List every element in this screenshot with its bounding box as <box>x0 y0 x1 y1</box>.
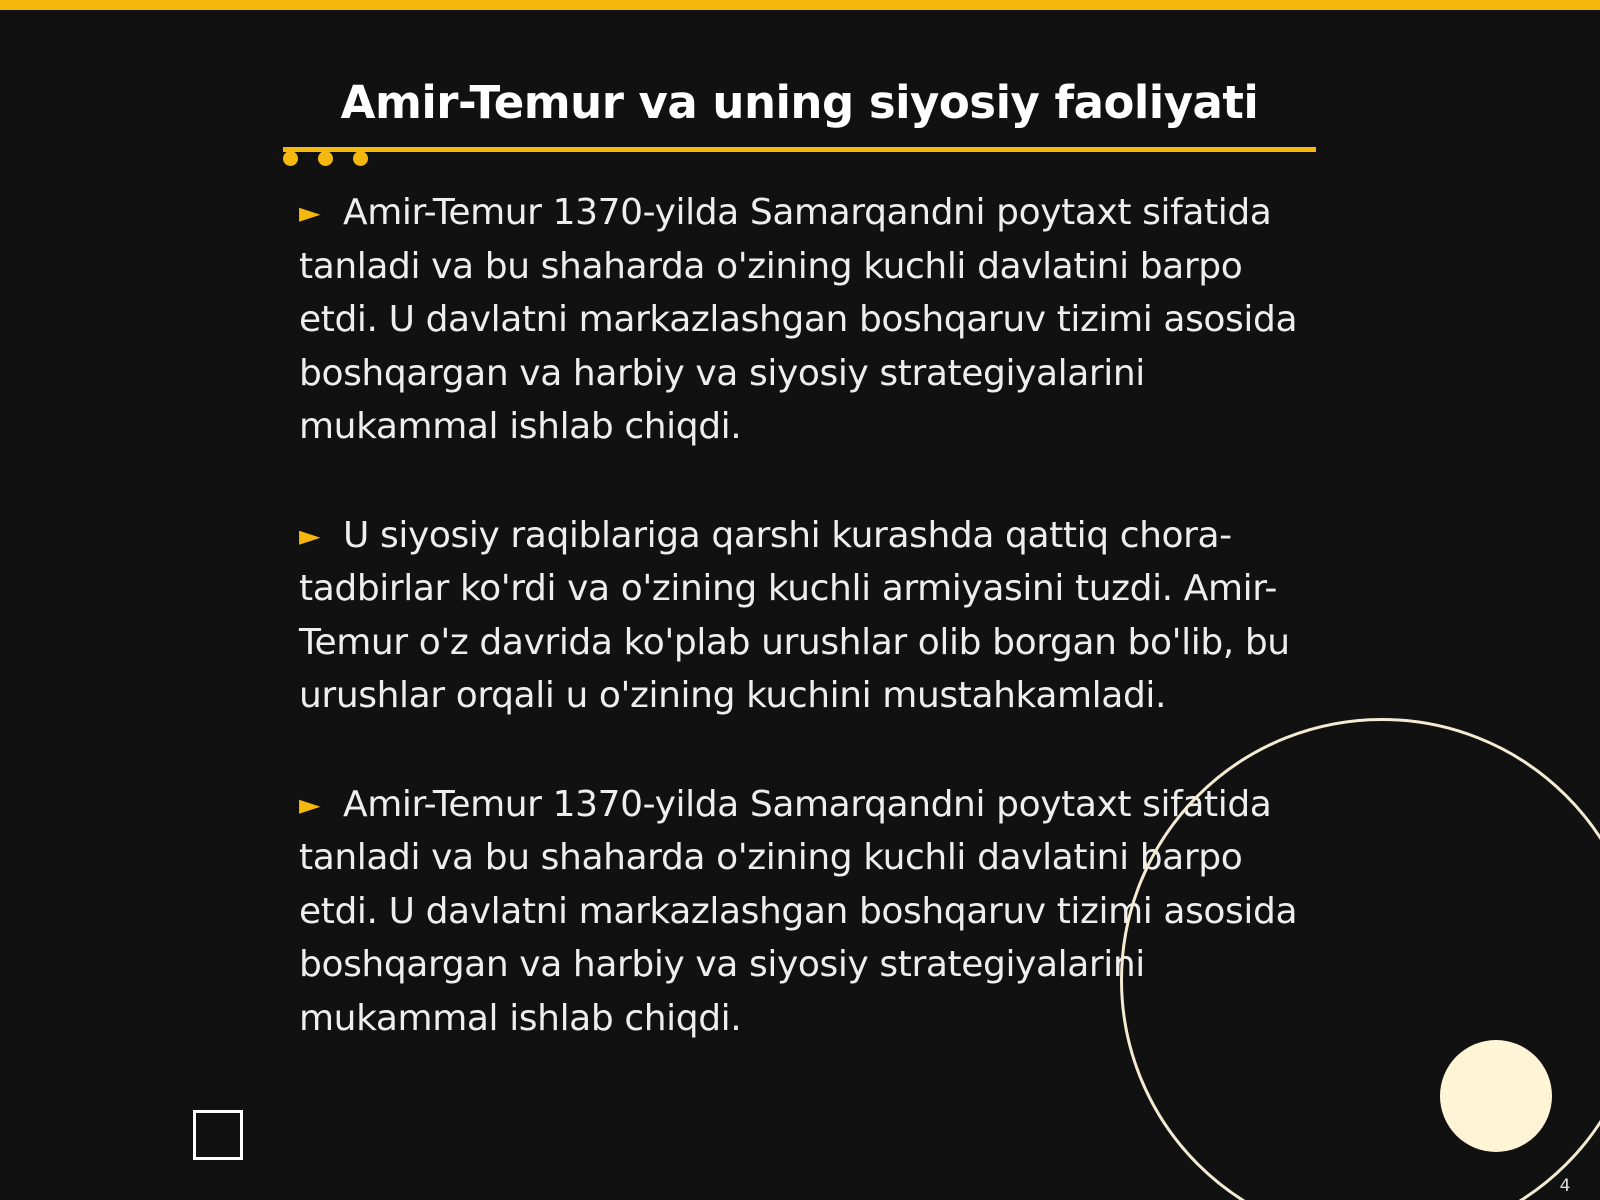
slide-title: Amir-Temur va uning siyosiy faoliyati <box>340 76 1259 129</box>
dot-2 <box>318 151 333 166</box>
dot-1 <box>283 151 298 166</box>
decorative-square-outline <box>193 1110 243 1160</box>
bullet-text: Amir-Temur 1370-yilda Samarqandni poytaxt sifatida tanladi va bu shaharda o'zining kuchli davlatini barpo etdi. U davlatni markazlashgan boshqaruv tizimi asosida boshqargan va harbiy va siyosiy strategiyalarini mukammal ishlab chiqdi. <box>299 783 1298 1039</box>
bullet-text: Amir-Temur 1370-yilda Samarqandni poytaxt sifatida tanladi va bu shaharda o'zining kuchli davlatini barpo etdi. U davlatni markazlashgan boshqaruv tizimi asosida boshqargan va harbiy va siyosiy strategiyalarini mukammal ishlab chiqdi. <box>299 192 1298 447</box>
decorative-filled-circle <box>1440 1040 1552 1152</box>
bullet-text: U siyosiy raqiblariga qarshi kurashda qattiq chora-tadbirlar ko'rdi va o'zining kuchli armiyasini tuzdi. Amir-Temur o'z davrida ko'plab urushlar olib borgan bo'lib, bu urushlar orqali u o'zining kuchini mustahkamladi. <box>299 514 1290 716</box>
bullet-paragraph-2 <box>299 509 1309 723</box>
decorative-dots <box>283 151 373 167</box>
title-underline <box>283 147 1316 152</box>
dot-3 <box>353 151 368 166</box>
bullet-arrow-icon: ► <box>299 518 321 552</box>
top-accent-bar <box>0 0 1600 10</box>
bullet-paragraph-1 <box>299 186 1309 454</box>
bullet-arrow-icon: ► <box>299 787 321 821</box>
page-number: 4 <box>1559 1176 1571 1196</box>
bullet-arrow-icon: ► <box>299 196 321 229</box>
